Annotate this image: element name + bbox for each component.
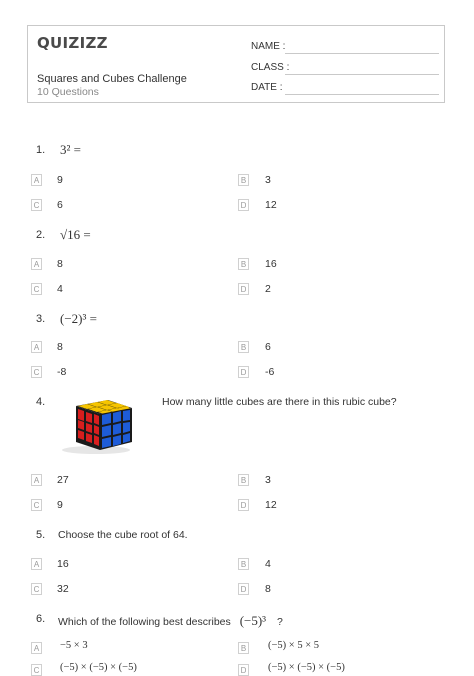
option-text[interactable]: 12: [265, 499, 277, 511]
option-letter[interactable]: D: [238, 199, 249, 211]
option-text[interactable]: (−5) × (−5) × (−5): [268, 662, 345, 673]
option-text[interactable]: 4: [265, 558, 271, 570]
option-text[interactable]: 2: [265, 283, 271, 295]
option-text[interactable]: 9: [57, 174, 63, 186]
option-letter[interactable]: B: [238, 642, 249, 654]
option-letter[interactable]: D: [238, 499, 249, 511]
option-letter[interactable]: B: [238, 341, 249, 353]
date-line: [285, 94, 439, 95]
quizizz-logo: QUIZIZZ: [37, 34, 108, 52]
option-letter[interactable]: D: [238, 283, 249, 295]
option-text[interactable]: 6: [265, 341, 271, 353]
option-text[interactable]: 12: [265, 199, 277, 211]
option-letter[interactable]: B: [238, 258, 249, 270]
question-text: [58, 613, 283, 629]
worksheet-title: Squares and Cubes Challenge: [37, 73, 187, 85]
question-number: 2.: [36, 229, 46, 241]
question-count: 10 Questions: [37, 86, 99, 98]
option-text[interactable]: -6: [265, 366, 275, 378]
option-letter[interactable]: A: [31, 642, 42, 654]
option-letter[interactable]: A: [31, 258, 42, 270]
option-letter[interactable]: D: [238, 664, 249, 676]
question-number: 5.: [36, 529, 46, 541]
question-text: 3² =: [60, 142, 81, 157]
option-letter[interactable]: D: [238, 583, 249, 595]
option-text[interactable]: 8: [265, 583, 271, 595]
question-number: 6.: [36, 613, 46, 625]
question-text: √16 =: [60, 227, 91, 242]
option-text[interactable]: -8: [57, 366, 67, 378]
worksheet-header: [27, 25, 445, 103]
question-math: (−5)³: [239, 613, 267, 628]
question-text: (−2)³ =: [60, 311, 97, 326]
option-letter[interactable]: A: [31, 474, 42, 486]
option-letter[interactable]: C: [31, 366, 42, 378]
option-text[interactable]: 8: [57, 258, 63, 270]
option-text[interactable]: 3: [265, 174, 271, 186]
option-letter[interactable]: B: [238, 174, 249, 186]
option-letter[interactable]: A: [31, 558, 42, 570]
question-suffix: ?: [277, 616, 283, 628]
option-text[interactable]: 8: [57, 341, 63, 353]
option-letter[interactable]: C: [31, 583, 42, 595]
option-letter[interactable]: C: [31, 664, 42, 676]
option-text[interactable]: 27: [57, 474, 69, 486]
date-label: DATE :: [251, 82, 283, 93]
option-text[interactable]: (−5) × 5 × 5: [268, 640, 320, 651]
option-letter[interactable]: A: [31, 341, 42, 353]
option-text[interactable]: 9: [57, 499, 63, 511]
name-label: NAME :: [251, 41, 286, 52]
option-text[interactable]: −5 × 3: [60, 640, 88, 651]
option-text[interactable]: 4: [57, 283, 63, 295]
option-letter[interactable]: B: [238, 558, 249, 570]
question-text: Choose the cube root of 64.: [58, 529, 188, 541]
option-letter[interactable]: A: [31, 174, 42, 186]
option-letter[interactable]: C: [31, 199, 42, 211]
question-number: 1.: [36, 144, 46, 156]
option-letter[interactable]: C: [31, 283, 42, 295]
class-label: CLASS :: [251, 62, 290, 73]
option-letter[interactable]: C: [31, 499, 42, 511]
rubiks-cube-image: [62, 398, 134, 454]
question-text: How many little cubes are there in this rubic cube?: [162, 396, 397, 408]
name-line: [285, 53, 439, 54]
option-text[interactable]: (−5) × (−5) × (−5): [60, 662, 137, 673]
question-prompt: Which of the following best describes: [58, 616, 231, 628]
question-number: 4.: [36, 396, 46, 408]
option-text[interactable]: 32: [57, 583, 69, 595]
option-letter[interactable]: D: [238, 366, 249, 378]
option-text[interactable]: 16: [265, 258, 277, 270]
option-text[interactable]: 6: [57, 199, 63, 211]
option-letter[interactable]: B: [238, 474, 249, 486]
class-line: [285, 74, 439, 75]
option-text[interactable]: 16: [57, 558, 69, 570]
option-text[interactable]: 3: [265, 474, 271, 486]
question-number: 3.: [36, 313, 46, 325]
